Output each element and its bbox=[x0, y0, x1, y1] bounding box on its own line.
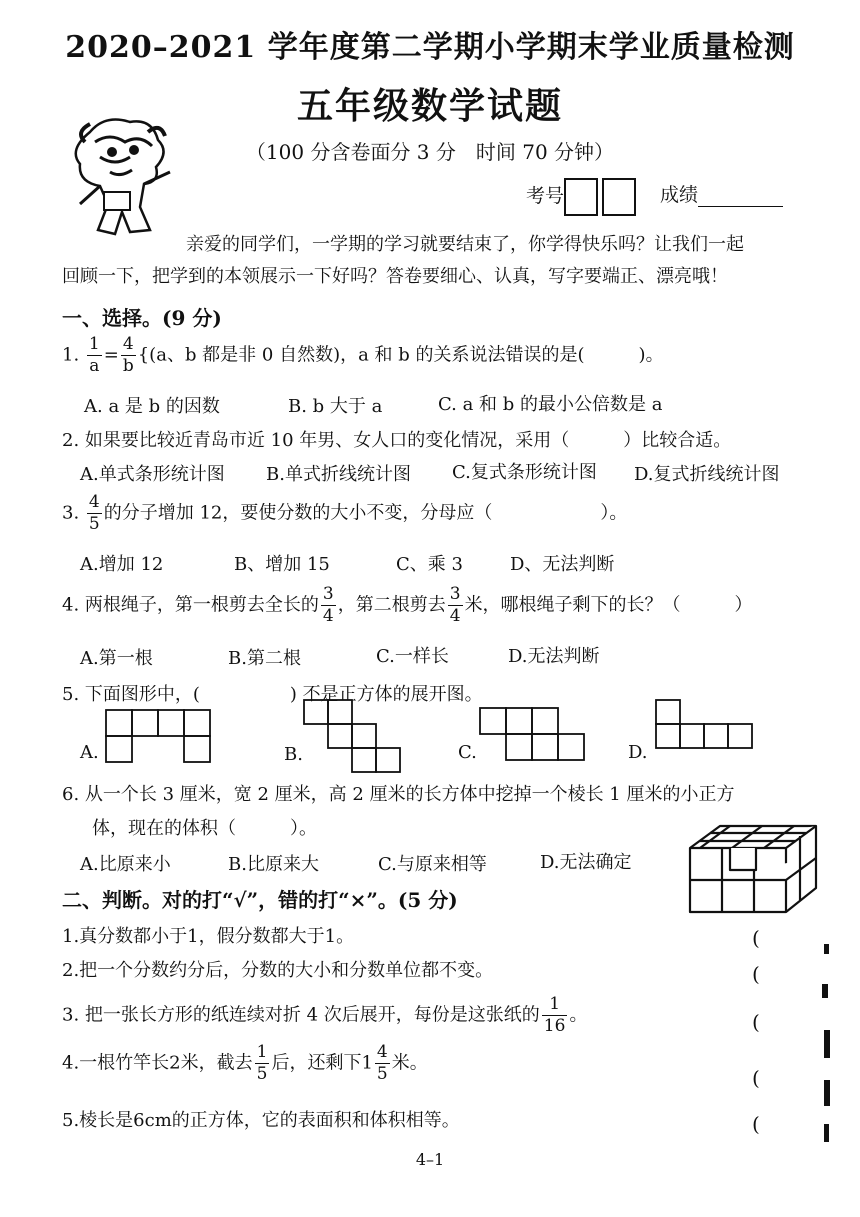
score-blank[interactable] bbox=[698, 206, 783, 207]
q2-option-b[interactable]: B.单式折线统计图 bbox=[266, 464, 411, 485]
q4-fraction-1: $\frac{3}{4}$ bbox=[322, 584, 334, 626]
judge-item-4-mid: 后，还剩下 bbox=[271, 1052, 362, 1074]
q6-option-d[interactable]: D.无法确定 bbox=[540, 852, 632, 873]
score-field[interactable] bbox=[660, 180, 783, 207]
scan-edge-marks bbox=[812, 940, 832, 1160]
q1-equals: = bbox=[103, 344, 119, 366]
q1-fraction-1: $\frac{1}{a}$ bbox=[88, 334, 100, 376]
q6-option-c[interactable]: C.与原来相等 bbox=[378, 854, 487, 875]
section-2-title: 二、判断。对的打“√”，错的打“×”。(5 分) bbox=[62, 888, 458, 912]
judge-item-4-text: 4.一根竹竿长2米，截去 bbox=[62, 1052, 253, 1074]
score-label: 成绩 bbox=[660, 184, 699, 206]
intro-line-1: 亲爱的同学们，一学期的学习就要结束了，你学得快乐吗？让我们一起 bbox=[186, 234, 744, 255]
q2-option-d[interactable]: D.复式折线统计图 bbox=[634, 464, 780, 485]
question-4 bbox=[62, 586, 753, 625]
net-d-diagram-icon bbox=[656, 700, 756, 758]
question-6-line-2: 体，现在的体积（ ）。 bbox=[92, 818, 317, 839]
question-1 bbox=[62, 336, 664, 375]
q1-fraction-2: $\frac{4}{b}$ bbox=[122, 334, 134, 376]
q1-text: {(a、b 都是非 0 自然数)，a 和 b 的关系说法错误的是( )。 bbox=[137, 344, 664, 366]
q1-number: 1. bbox=[62, 344, 80, 366]
q5-option-b-label[interactable]: B. bbox=[284, 744, 303, 765]
question-2: 2. 如果要比较近青岛市近 10 年男、女人口的变化情况，采用（ ）比较合适。 bbox=[62, 430, 732, 451]
question-3 bbox=[62, 494, 627, 533]
judge-item-5: 5.棱长是6cm的正方体，它的表面积和体积相等。 bbox=[62, 1110, 460, 1131]
exam-subtitle: 五年级数学试题 bbox=[296, 85, 563, 127]
q3-option-d[interactable]: D、无法判断 bbox=[510, 554, 615, 575]
judge-answer-3[interactable]: ( bbox=[752, 1010, 760, 1034]
section-1-title: 一、选择。(9 分) bbox=[62, 306, 222, 330]
q4-text-3: 米，哪根绳子剩下的长？（ ） bbox=[464, 594, 753, 616]
exam-number-box-1[interactable] bbox=[564, 178, 598, 216]
judge-item-3-fraction: $\frac{1}{16}$ bbox=[543, 994, 566, 1036]
cartoon-illustration-icon bbox=[60, 112, 180, 247]
q4-fraction-2: $\frac{3}{4}$ bbox=[449, 584, 461, 626]
q3-number: 3. bbox=[62, 502, 80, 524]
net-c-diagram-icon bbox=[480, 708, 590, 764]
judge-item-3-end: 。 bbox=[569, 1004, 588, 1026]
q1-option-b[interactable]: B. b 大于 a bbox=[288, 396, 383, 417]
judge-item-4-mixed-number: 1 $\frac{4}{5}$ bbox=[361, 1042, 388, 1084]
q4-option-b[interactable]: B.第二根 bbox=[228, 648, 301, 669]
question-5: 5. 下面图形中，( ) 不是正方体的展开图。 bbox=[62, 684, 483, 705]
q3-option-c[interactable]: C、乘 3 bbox=[396, 554, 463, 575]
q5-option-c-label[interactable]: C. bbox=[458, 742, 477, 763]
exam-number-label: 考号 bbox=[526, 185, 565, 207]
net-a-diagram-icon bbox=[106, 710, 212, 764]
q2-option-c[interactable]: C.复式条形统计图 bbox=[452, 462, 597, 483]
judge-answer-5[interactable]: ( bbox=[752, 1112, 760, 1136]
q3-fraction: $\frac{4}{5}$ bbox=[88, 492, 100, 534]
judge-answer-4[interactable]: ( bbox=[752, 1066, 760, 1090]
intro-line-2: 回顾一下，把学到的本领展示一下好吗？答卷要细心、认真，写字要端正、漂亮哦！ bbox=[62, 266, 728, 287]
q4-option-c[interactable]: C.一样长 bbox=[376, 646, 449, 667]
judge-item-1: 1.真分数都小于1，假分数都大于1。 bbox=[62, 926, 355, 947]
judge-item-4-end: 米。 bbox=[391, 1052, 428, 1074]
page-number: 4–1 bbox=[415, 1150, 445, 1169]
q4-option-a[interactable]: A.第一根 bbox=[80, 648, 153, 669]
q4-text-2: ，第二根剪去 bbox=[337, 594, 446, 616]
q5-option-d-label[interactable]: D. bbox=[628, 742, 648, 763]
cuboid-diagram-icon bbox=[690, 818, 820, 914]
net-b-diagram-icon bbox=[304, 700, 404, 776]
judge-item-2: 2.把一个分数约分后，分数的大小和分数单位都不变。 bbox=[62, 960, 494, 981]
judge-item-3 bbox=[62, 996, 587, 1035]
exam-title: 2020–2021 学年度第二学期小学期末学业质量检测 bbox=[65, 30, 795, 65]
q1-option-c[interactable]: C. a 和 b 的最小公倍数是 a bbox=[438, 394, 663, 415]
judge-item-3-text: 3. 把一张长方形的纸连续对折 4 次后展开，每份是这张纸的 bbox=[62, 1004, 540, 1026]
exam-number-field[interactable] bbox=[526, 178, 636, 216]
q6-option-a[interactable]: A.比原来小 bbox=[80, 854, 171, 875]
exam-info: （100 分含卷面分 3 分 时间 70 分钟） bbox=[245, 140, 615, 164]
q3-option-b[interactable]: B、增加 15 bbox=[234, 554, 330, 575]
q6-option-b[interactable]: B.比原来大 bbox=[228, 854, 319, 875]
q3-option-a[interactable]: A.增加 12 bbox=[80, 554, 164, 575]
judge-answer-1[interactable]: ( bbox=[752, 926, 760, 950]
question-6-line-1: 6. 从一个长 3 厘米，宽 2 厘米，高 2 厘米的长方体中挖掉一个棱长 1 厘米的小正方 bbox=[62, 784, 735, 805]
q3-text: 的分子增加 12，要使分数的大小不变，分母应（ ）。 bbox=[103, 502, 628, 524]
q2-option-a[interactable]: A.单式条形统计图 bbox=[80, 464, 225, 485]
exam-number-box-2[interactable] bbox=[602, 178, 636, 216]
q1-option-a[interactable]: A. a 是 b 的因数 bbox=[84, 396, 220, 417]
q5-option-a-label[interactable]: A. bbox=[80, 742, 99, 763]
judge-item-4-fraction-1: $\frac{1}{5}$ bbox=[256, 1042, 268, 1084]
q4-text-1: 4. 两根绳子，第一根剪去全长的 bbox=[62, 594, 319, 616]
judge-item-4 bbox=[62, 1044, 428, 1083]
q4-option-d[interactable]: D.无法判断 bbox=[508, 646, 600, 667]
judge-answer-2[interactable]: ( bbox=[752, 962, 760, 986]
